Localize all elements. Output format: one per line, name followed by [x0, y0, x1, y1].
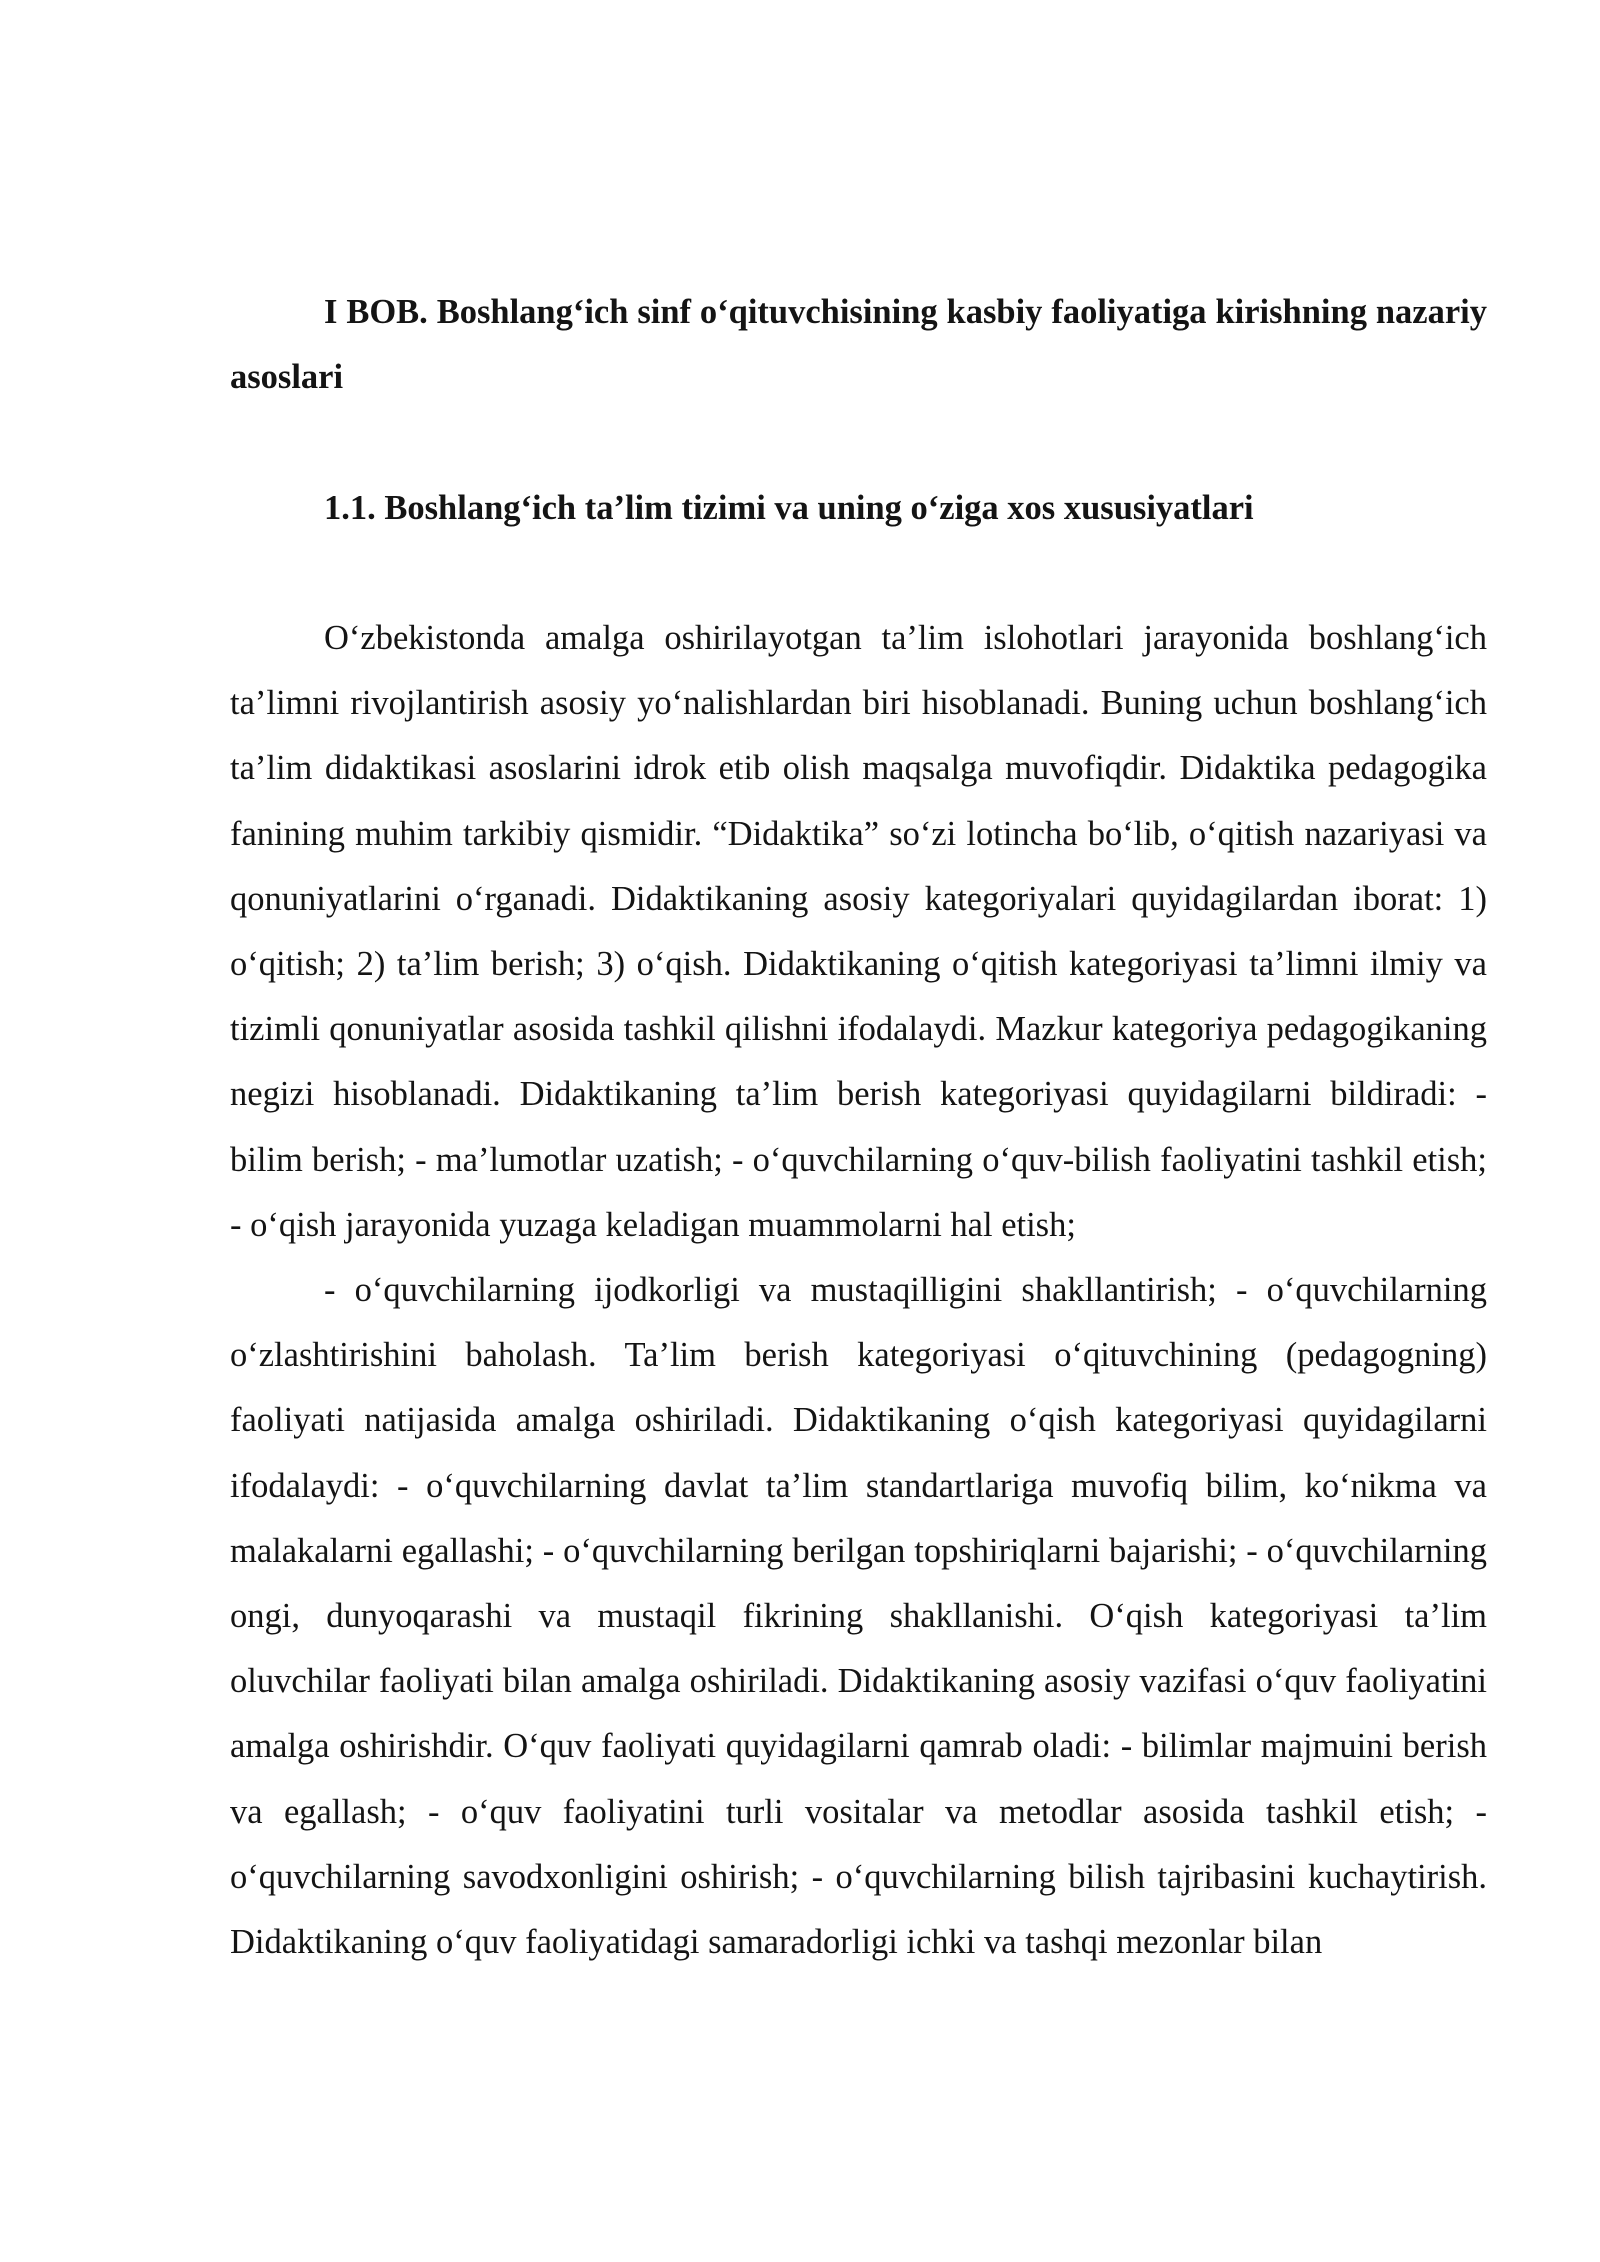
body-paragraph: - o‘quvchilarning ijodkorligi va mustaqilligini shakllantirish; - o‘quvchilarning o‘zlashtirishini baholash. Ta’lim berish kategoriyasi o‘qituvchining (pedagogning) faoliyati natijasida amalga oshiriladi. Didaktikaning o‘qish kategoriyasi quyidagilarni ifodalaydi: - o‘quvchilarning davlat ta’lim standartlariga muvofiq bilim, ko‘nikma va malakalarni egallashi; - o‘quvchilarning berilgan topshiriqlarni bajarishi; - o‘quvchilarning ongi, dunyoqarashi va mustaqil fikrining shakllanishi. O‘qish kategoriyasi ta’lim oluvchilar faoliyati bilan amalga oshiriladi. Didaktikaning asosiy vazifasi o‘quv faoliyatini amalga oshirishdir. O‘quv faoliyati quyidagilarni qamrab oladi: - bilimlar majmuini berish va egallash; - o‘quv faoliyatini turli vositalar va metodlar asosida tashkil etish; - o‘quvchilarning savodxonligini oshirish; - o‘quvchilarning bilish tajribasini kuchaytirish. Didaktikaning o‘quv faoliyatidagi samaradorligi ichki va tashqi mezonlar bilan	[230, 1271, 1487, 1962]
section-title: 1.1. Boshlang‘ich ta’lim tizimi va uning o‘ziga xos xususiyatlari	[324, 489, 1254, 527]
page-content	[230, 280, 1487, 1975]
chapter-title: I BOB. Boshlang‘ich sinf o‘qituvchisining kasbiy faoliyatiga kirishning nazariy asoslari	[230, 293, 1487, 396]
body-paragraph: O‘zbekistonda amalga oshirilayotgan ta’lim islohotlari jarayonida boshlang‘ich ta’limni rivojlantirish asosiy yo‘nalishlardan biri hisoblanadi. Buning uchun boshlang‘ich ta’lim didaktikasi asoslarini idrok etib olish maqsalga muvofiqdir. Didaktika pedagogika fanining muhim tarkibiy qismidir. “Didaktika” so‘zi lotincha bo‘lib, o‘qitish nazariyasi va qonuniyatlarini o‘rganadi. Didaktikaning asosiy kategoriyalari quyidagilardan iborat: 1) o‘qitish; 2) ta’lim berish; 3) o‘qish. Didaktikaning o‘qitish kategoriyasi ta’limni ilmiy va tizimli qonuniyatlar asosida tashkil qilishni ifodalaydi. Mazkur kategoriya pedagogikaning negizi hisoblanadi. Didaktikaning ta’lim berish kategoriyasi quyidagilarni bildiradi: - bilim berish; - ma’lumotlar uzatish; - o‘quvchilarning o‘quv-bilish faoliyatini tashkil etish; - o‘qish jarayonida yuzaga keladigan muammolarni hal etish;	[230, 619, 1487, 1244]
